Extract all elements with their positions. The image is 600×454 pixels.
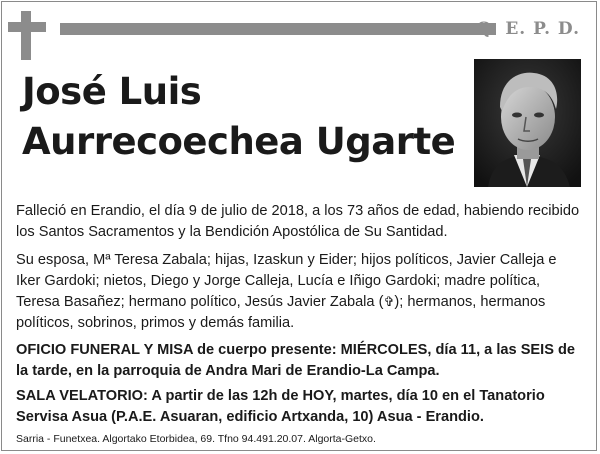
deceased-cross-icon: ✞: [383, 295, 395, 310]
deceased-name: [22, 67, 472, 167]
cross-icon-bar: [8, 22, 46, 32]
header-rule: [60, 23, 496, 35]
name-line-2: Aurrecoechea Ugarte: [22, 120, 456, 163]
name-line-1: José Luis: [22, 70, 202, 113]
family-text-after: ); hermanos, hermanos políticos, sobrinos, primos y demás familia.: [16, 294, 546, 331]
portrait-photo: [474, 59, 581, 187]
funeral-home-footer: Sarria - Funetxea. Algortako Etorbidea, 69. Tfno 94.491.20.07. Algorta-Getxo.: [16, 433, 376, 445]
funeral-paragraph: OFICIO FUNERAL Y MISA de cuerpo presente: MIÉRCOLES, día 11, a las SEIS de la tarde, en la parroquia de Andra Mari de Erandio-La Campa.: [16, 342, 576, 379]
family-paragraph: [16, 250, 584, 334]
death-paragraph: Falleció en Erandio, el día 9 de julio de 2018, a los 73 años de edad, habiendo recibido los Santos Sacramentos y la Bendición Apostólica de Su Santidad.: [16, 203, 580, 240]
cross-icon: [21, 11, 31, 60]
family-text-before: Su esposa, Mª Teresa Zabala; hijas, Izaskun y Eider; hijos políticos, Javier Calleja e Iker Gardoki; nietos, Diego y Jorge Calleja, Lucía e Iñigo Gardoki; madre política, Teresa Basañez; hermano político, Jesús Javier Zabala (: [16, 252, 557, 310]
wake-paragraph: SALA VELATORIO: A partir de las 12h de HOY, martes, día 10 en el Tanatorio Servisa Asua (P.A.E. Asuaran, edificio Artxanda, 10) Asua - Erandio.: [16, 388, 545, 425]
qepd-label: Q. E. P. D.: [476, 19, 580, 39]
